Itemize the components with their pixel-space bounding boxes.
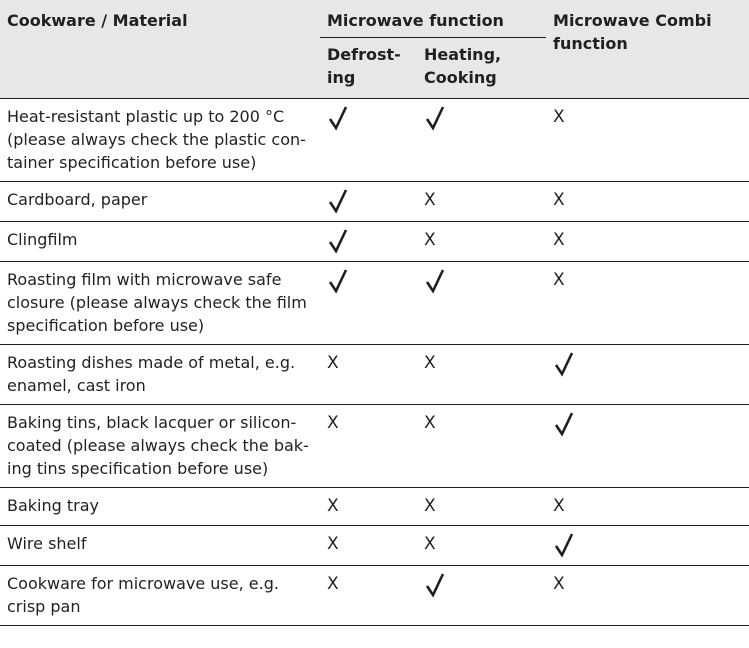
x-mark: X [327, 534, 339, 554]
combi-cell [546, 566, 749, 626]
check-icon [328, 188, 348, 214]
header-material-label: Cookware / Material [7, 11, 188, 30]
defrost-cell [320, 182, 417, 222]
x-mark: X [553, 190, 565, 210]
check-icon-svg [328, 268, 348, 294]
defrost-cell [320, 526, 417, 566]
x-mark: X [553, 107, 565, 127]
x-mark: X [553, 230, 565, 250]
material-label: Heat-resistant plastic up to 200 °C (please always check the plastic con- tainer specification before use) [7, 107, 306, 172]
heating-cell [417, 222, 546, 262]
defrost-cell [320, 405, 417, 488]
check-icon-svg [328, 105, 348, 131]
material-label: Cardboard, paper [7, 190, 148, 209]
heating-cell [417, 182, 546, 222]
defrost-cell [320, 488, 417, 526]
header-defrost [320, 38, 417, 99]
check-icon [425, 268, 445, 294]
check-icon [328, 268, 348, 294]
x-mark: X [553, 496, 565, 516]
x-mark: X [424, 230, 436, 250]
header-microwave-label: Microwave function [327, 11, 504, 30]
x-mark: X [424, 190, 436, 210]
x-mark: X [424, 413, 436, 433]
table-row [0, 526, 749, 566]
check-icon [328, 228, 348, 254]
check-icon [425, 105, 445, 131]
x-mark: X [327, 496, 339, 516]
table-row [0, 345, 749, 405]
check-icon-svg [425, 572, 445, 598]
header-heating-label: Heating, Cooking [424, 45, 502, 87]
x-mark: X [424, 353, 436, 373]
material-cell [0, 182, 320, 222]
heating-cell [417, 488, 546, 526]
combi-cell [546, 99, 749, 182]
x-mark: X [327, 413, 339, 433]
heating-cell [417, 526, 546, 566]
x-mark: X [424, 496, 436, 516]
combi-cell [546, 405, 749, 488]
header-material [0, 0, 320, 99]
material-cell [0, 526, 320, 566]
check-icon-svg [425, 268, 445, 294]
table-row [0, 182, 749, 222]
material-label: Wire shelf [7, 534, 87, 553]
material-cell [0, 405, 320, 488]
combi-cell [546, 182, 749, 222]
material-cell [0, 345, 320, 405]
material-cell [0, 488, 320, 526]
x-mark: X [553, 574, 565, 594]
x-mark: X [327, 353, 339, 373]
material-cell [0, 262, 320, 345]
table-header [0, 0, 749, 99]
header-combi [546, 0, 749, 99]
table-row [0, 405, 749, 488]
heating-cell [417, 405, 546, 488]
combi-cell [546, 526, 749, 566]
defrost-cell [320, 345, 417, 405]
x-mark: X [327, 574, 339, 594]
material-label: Clingfilm [7, 230, 78, 249]
table-body [0, 99, 749, 626]
header-combi-label: Microwave Combi function [553, 11, 712, 53]
material-cell [0, 99, 320, 182]
defrost-cell [320, 222, 417, 262]
check-icon-svg [554, 411, 574, 437]
check-icon [554, 351, 574, 377]
table-row [0, 262, 749, 345]
check-icon [425, 572, 445, 598]
check-icon [328, 105, 348, 131]
heating-cell [417, 262, 546, 345]
material-cell [0, 566, 320, 626]
check-icon-svg [328, 228, 348, 254]
table-row [0, 222, 749, 262]
material-label: Roasting dishes made of metal, e.g. enamel, cast iron [7, 353, 296, 395]
defrost-cell [320, 262, 417, 345]
header-microwave [320, 0, 546, 38]
table-row [0, 488, 749, 526]
material-label: Cookware for microwave use, e.g. crisp pan [7, 574, 279, 616]
table-row [0, 566, 749, 626]
combi-cell [546, 488, 749, 526]
combi-cell [546, 345, 749, 405]
check-icon-svg [554, 351, 574, 377]
check-icon-svg [425, 105, 445, 131]
material-cell [0, 222, 320, 262]
table-row [0, 99, 749, 182]
defrost-cell [320, 99, 417, 182]
check-icon-svg [554, 532, 574, 558]
check-icon [554, 411, 574, 437]
check-icon-svg [328, 188, 348, 214]
header-heating [417, 38, 546, 99]
heating-cell [417, 345, 546, 405]
header-defrost-label: Defrost- ing [327, 45, 401, 87]
material-label: Roasting film with microwave safe closure (please always check the film specification before use) [7, 270, 307, 335]
defrost-cell [320, 566, 417, 626]
material-label: Baking tray [7, 496, 99, 515]
x-mark: X [424, 534, 436, 554]
material-label: Baking tins, black lacquer or silicon- coated (please always check the bak- ing tins specification before use) [7, 413, 309, 478]
check-icon [554, 532, 574, 558]
combi-cell [546, 222, 749, 262]
x-mark: X [553, 270, 565, 290]
combi-cell [546, 262, 749, 345]
heating-cell [417, 566, 546, 626]
heating-cell [417, 99, 546, 182]
